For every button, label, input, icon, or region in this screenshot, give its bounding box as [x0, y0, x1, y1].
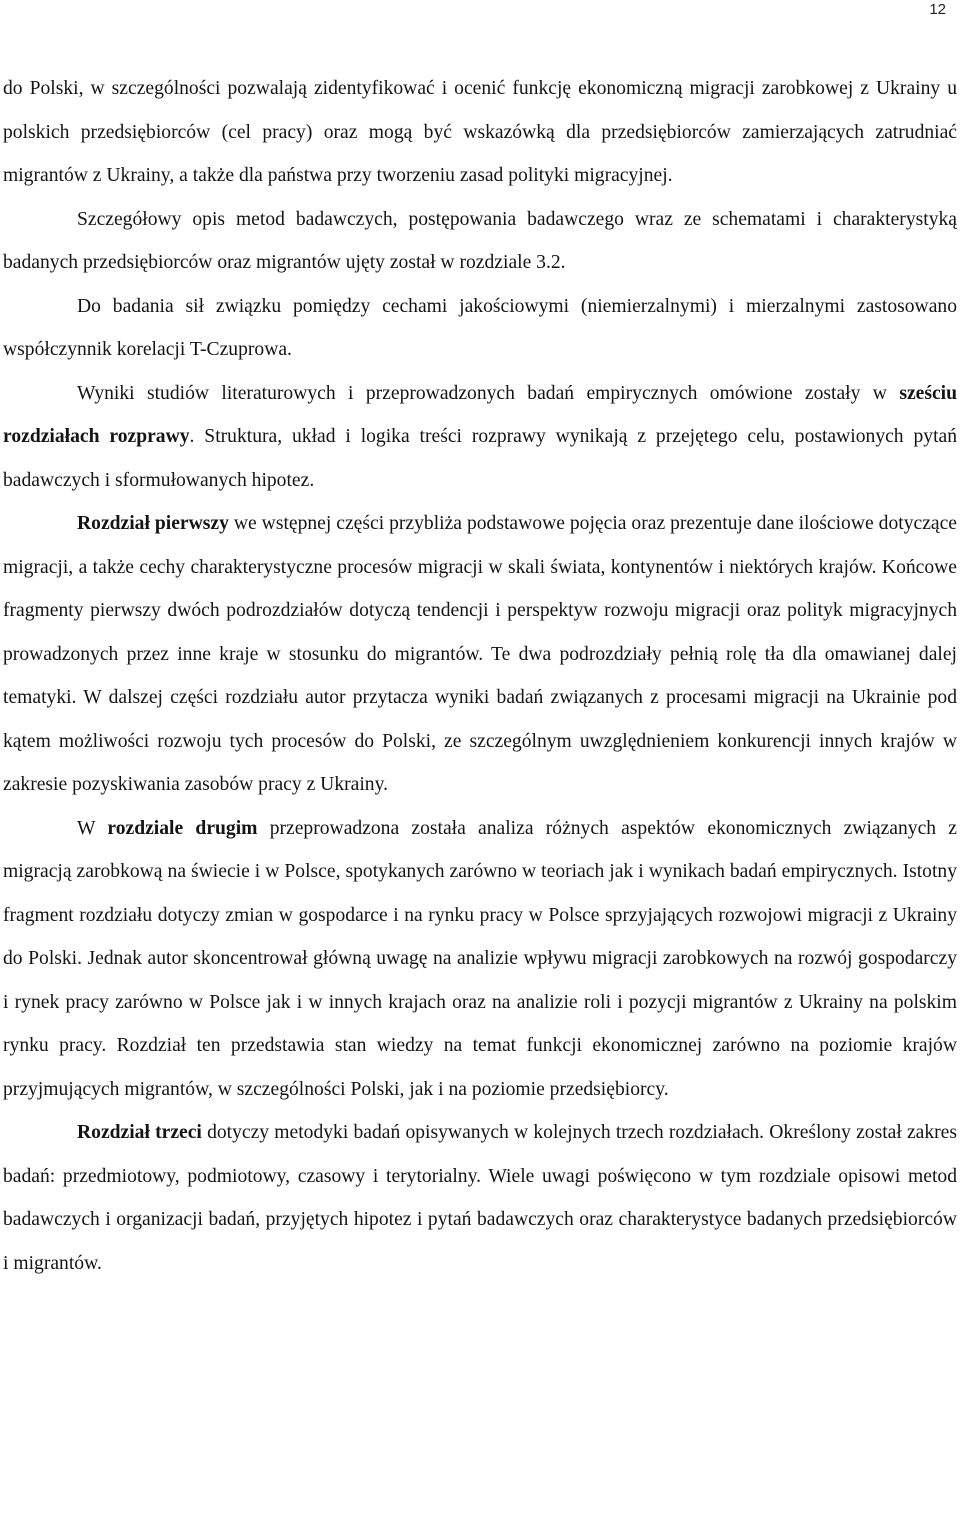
paragraph-4: [3, 372, 957, 503]
paragraph-7-text: dotyczy metodyki badań opisywanych w kolejnych trzech rozdziałach. Określony został zakres badań: przedmiotowy, podmiotowy, czasowy i terytorialny. Wiele uwagi poświęcono w tym rozdziale opisowi metod badawczych i organizacji badań, przyjętych hipotez i pytań badawczych oraz charakterystyce badanych przedsiębiorców i migrantów.: [3, 1122, 958, 1274]
paragraph-3: Do badania sił związku pomiędzy cechami jakościowymi (niemierzalnymi) i mierzalnymi zastosowano współczynnik korelacji T-Czuprowa.: [3, 295, 957, 360]
paragraph-6-text-b: przeprowadzona została analiza różnych aspektów ekonomicznych związanych z migracją zarobkową na świecie i w Polsce, spotykanych zarówno w teoriach jak i wynikach badań empirycznych. Istotny fragment rozdziału dotyczy zmian w gospodarce i na rynku pracy w Polsce sprzyjających rozwojowi migracji z Ukrainy do Polski. Jednak autor skoncentrował główną uwagę na analizie wpływu migracji zarobkowych na rozwój gospodarczy i rynek pracy zarówno w Polsce jak i w innych krajach oraz na analizie roli i pozycji migrantów z Ukrainy na polskim rynku pracy. Rozdział ten przedstawia stan wiedzy na temat funkcji ekonomicznej zarówno na poziomie krajów przyjmujących migrantów, w szczególności Polski, jak i na poziomie przedsiębiorcy.: [3, 817, 957, 1100]
paragraph-7: [3, 1111, 957, 1285]
paragraph-5: [3, 502, 957, 807]
paragraph-6-text-a: W: [77, 817, 108, 839]
paragraph-4-text-a: Wyniki studiów literaturowych i przeprowadzonych badań empirycznych omówione zostały w: [77, 382, 900, 404]
paragraph-6-bold: rozdziale drugim: [107, 817, 258, 839]
paragraph-5-bold: Rozdział pierwszy: [77, 513, 229, 534]
document-body: [3, 67, 957, 1285]
paragraph-7-bold: Rozdział trzeci: [77, 1122, 202, 1143]
paragraph-2: Szczegółowy opis metod badawczych, postępowania badawczego wraz ze schematami i charakterystyką badanych przedsiębiorców oraz migrantów ujęty został w rozdziale 3.2.: [3, 208, 957, 273]
paragraph-4-bold: sześciu rozdziałach rozprawy: [3, 382, 957, 447]
paragraph-4-text-b: . Struktura, układ i logika treści rozprawy wynikają z przejętego celu, postawionych pytań badawczych i sformułowanych hipotez.: [3, 426, 958, 491]
paragraph-6: [3, 807, 957, 1112]
paragraph-5-text: we wstępnej części przybliża podstawowe pojęcia oraz prezentuje dane ilościowe dotyczące migracji, a także cechy charakterystyczne procesów migracji w skali świata, kontynentów i niektórych krajów. Końcowe fragmenty pierwszy dwóch podrozdziałów dotyczą tendencji i perspektyw rozwoju migracji oraz polityk migracyjnych prowadzonych przez inne kraje w stosunku do migrantów. Te dwa podrozdziały pełnią rolę tła dla omawianej dalej tematyki. W dalszej części rozdziału autor przytacza wyniki badań związanych z procesami migracji na Ukrainie pod kątem możliwości rozwoju tych procesów do Polski, ze szczególnym uwzględnieniem konkurencji innych krajów w zakresie pozyskiwania zasobów pracy z Ukrainy.: [3, 513, 957, 795]
page-number: 12: [929, 1, 946, 18]
paragraph-1: do Polski, w szczególności pozwalają zidentyfikować i ocenić funkcję ekonomiczną migracji zarobkowej z Ukrainy u polskich przedsiębiorców (cel pracy) oraz mogą być wskazówką dla przedsiębiorców zamierzających zatrudniać migrantów z Ukrainy, a także dla państwa przy tworzeniu zasad polityki migracyjnej.: [3, 78, 957, 186]
